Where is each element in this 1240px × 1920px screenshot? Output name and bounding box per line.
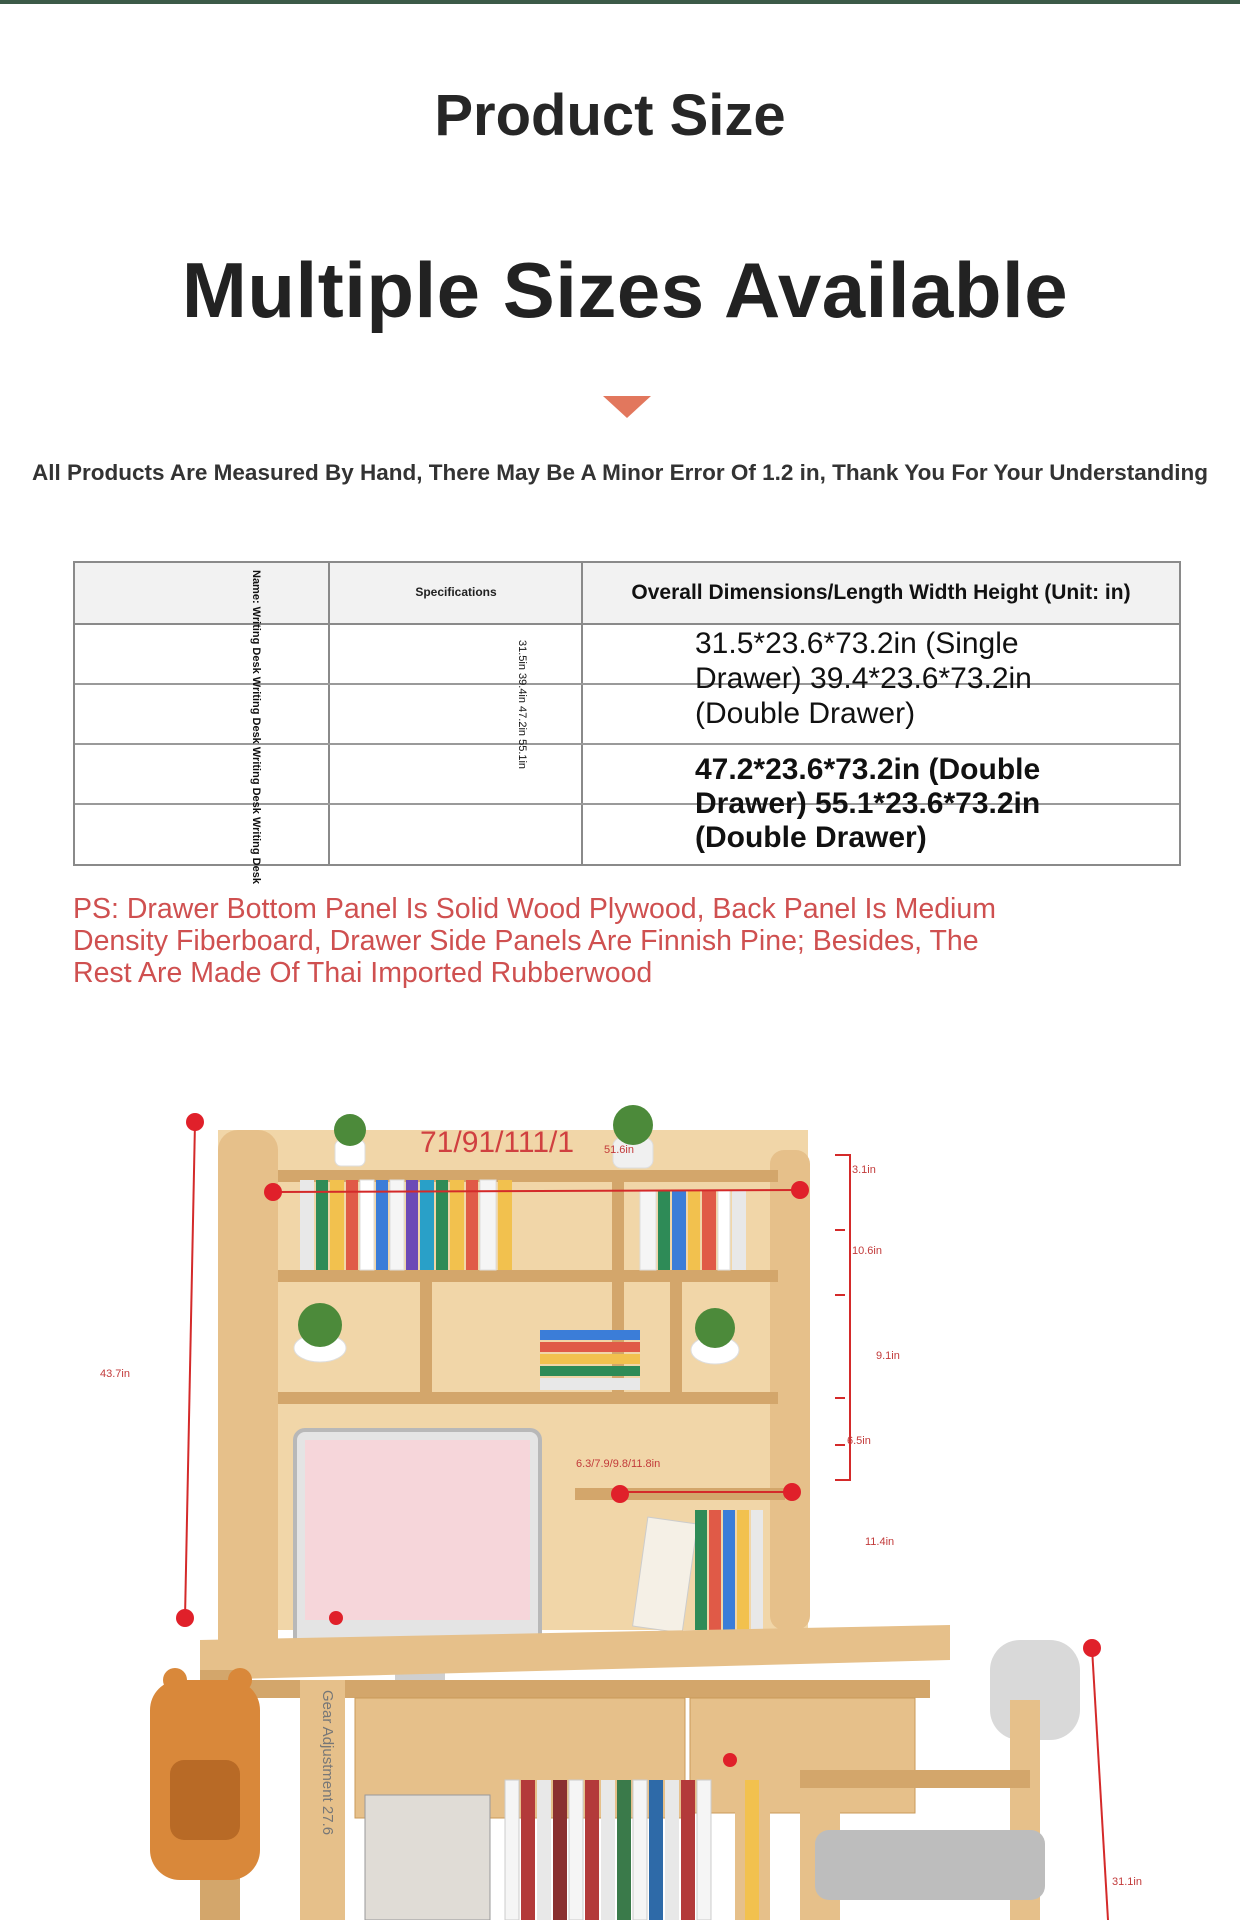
top-depth-label: 51.6in bbox=[604, 1144, 634, 1156]
divider bbox=[670, 1280, 682, 1395]
material-note: PS: Drawer Bottom Panel Is Solid Wood Plywood, Back Panel Is Medium Density Fiberboard, Drawer Side Panels Are Finnish Pine; Besides, The Rest Are Made Of Thai Imported Rubberwood bbox=[73, 893, 996, 989]
gear-adjustment-label: Gear Adjustment 27.6 bbox=[319, 1690, 336, 1836]
backpack bbox=[150, 1668, 260, 1880]
books-middle bbox=[540, 1330, 640, 1390]
product-name-vertical: Name: Writing Desk Writing Desk Writing Desk Writing Desk bbox=[250, 570, 262, 884]
column-divider bbox=[581, 563, 583, 864]
shelf-gap-label: 6.5in bbox=[847, 1435, 871, 1447]
header-dimensions: Overall Dimensions/Length Width Height (Unit: in) bbox=[631, 581, 1131, 604]
measurement-note: All Products Are Measured By Hand, There May Be A Minor Error Of 1.2 in, Thank You For Your Understanding bbox=[31, 460, 1209, 485]
shelf bbox=[278, 1270, 778, 1282]
header-specifications: Specifications bbox=[415, 585, 497, 599]
product-illustration bbox=[0, 1080, 1240, 1920]
spec-values-vertical: 31.5in 39.4in 47.2in 55.1in bbox=[516, 640, 528, 770]
shelf-gap-label: 11.4in bbox=[865, 1536, 895, 1548]
dimensions-row-2: 47.2*23.6*73.2in (Double Drawer) 55.1*23.6*73.2in (Double Drawer) bbox=[695, 753, 1041, 854]
height-total-label: 43.7in bbox=[100, 1368, 130, 1380]
desk-drawing bbox=[0, 1080, 1240, 1920]
divider bbox=[420, 1280, 432, 1395]
shelf-gap-label: 10.6in bbox=[852, 1245, 882, 1257]
shelf-gap-label: 9.1in bbox=[876, 1350, 900, 1362]
chair-height-label: 31.1in bbox=[1112, 1876, 1142, 1888]
hutch-right-side bbox=[770, 1150, 810, 1630]
column-divider bbox=[328, 563, 330, 864]
books-under bbox=[365, 1780, 759, 1920]
dimensions-row-1: 31.5*23.6*73.2in (Single Drawer) 39.4*23.6*73.2in (Double Drawer) bbox=[695, 627, 1032, 730]
page-title: Product Size bbox=[434, 83, 786, 148]
width-label: 71/91/111/1 bbox=[420, 1126, 575, 1159]
page-subtitle: Multiple Sizes Available bbox=[181, 246, 1069, 334]
hutch-left-side bbox=[218, 1130, 278, 1660]
shelf bbox=[575, 1488, 785, 1500]
shelf-depth-label: 6.3/7.9/9.8/11.8in bbox=[576, 1458, 661, 1470]
books-lower bbox=[633, 1510, 763, 1633]
down-arrow-icon bbox=[603, 396, 651, 418]
shelf bbox=[278, 1392, 778, 1404]
top-rule bbox=[0, 0, 1240, 4]
shelf-gap-label: 3.1in bbox=[852, 1164, 876, 1176]
row-divider bbox=[75, 743, 1179, 745]
